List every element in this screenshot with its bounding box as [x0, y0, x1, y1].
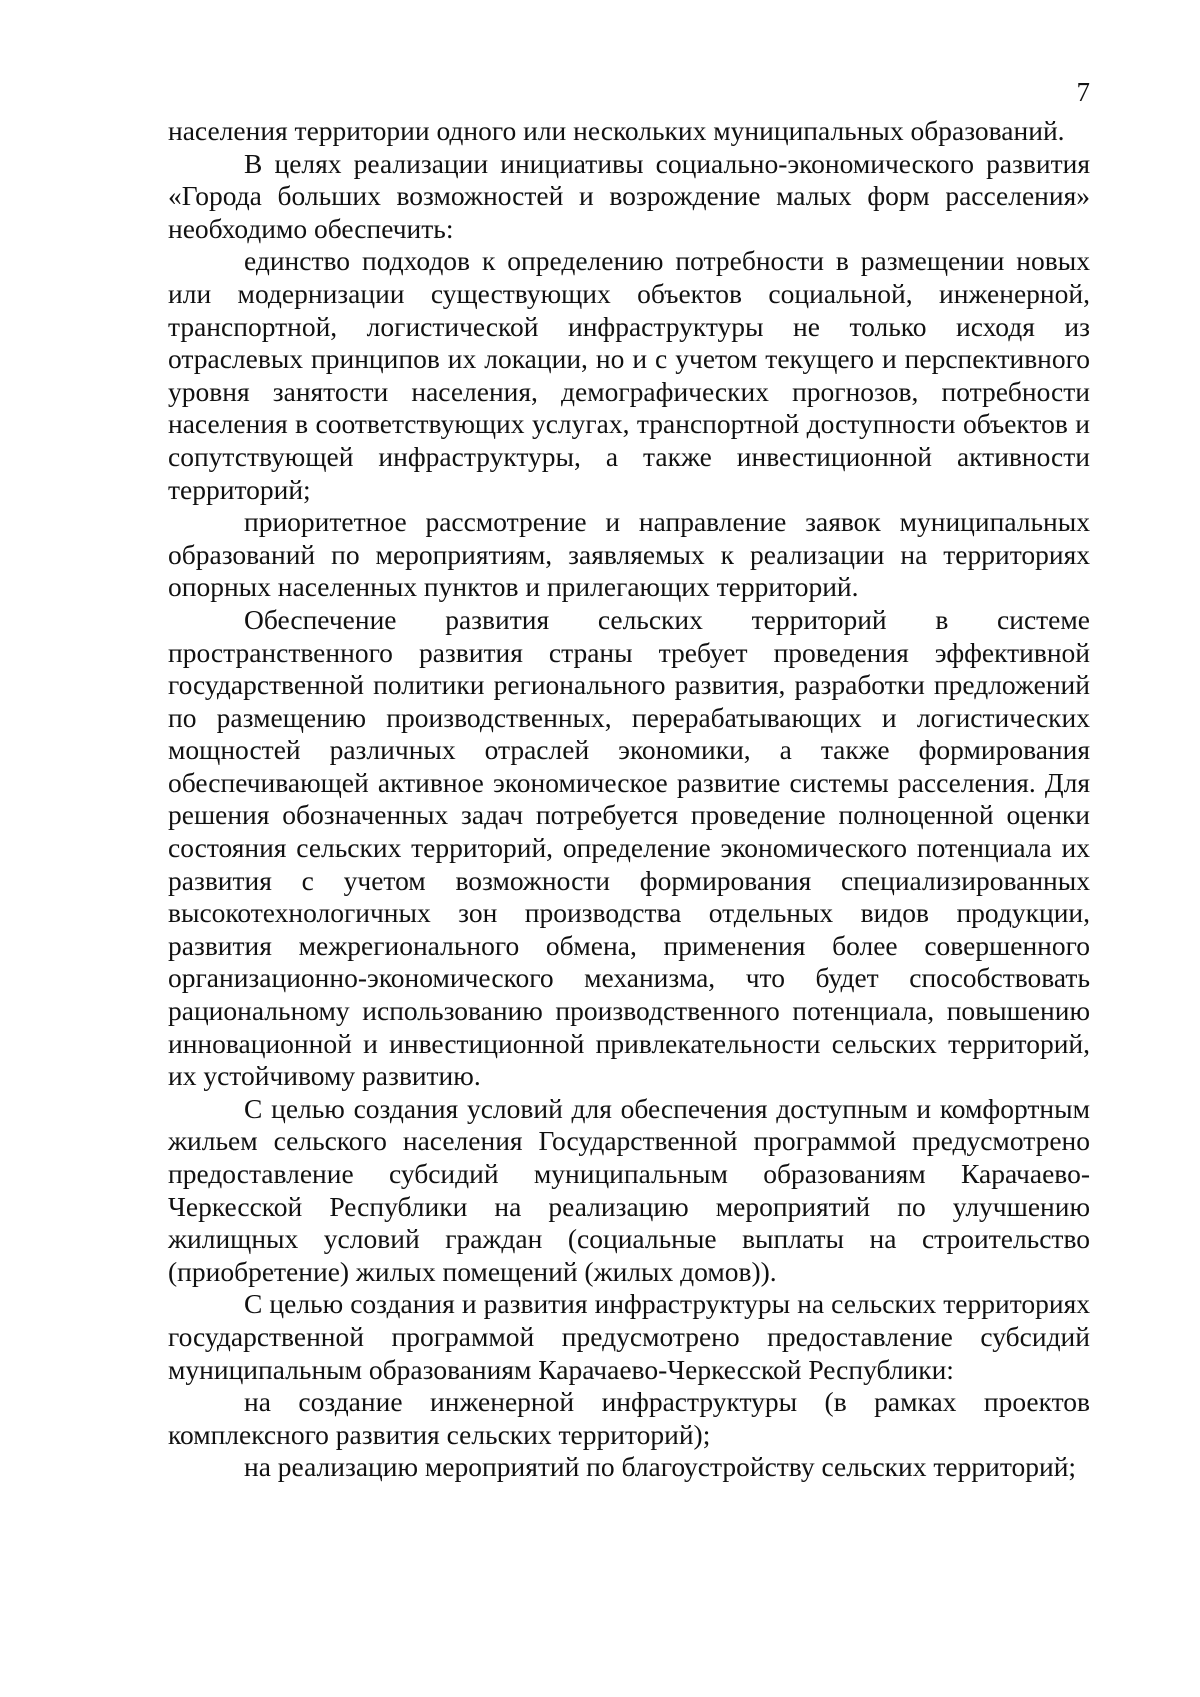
paragraph: С целью создания и развития инфраструктуры на сельских территориях государственной программой предусмотрено предоставление субсидий муниципальным образованиям Карачаево-Черкесской Республики: — [168, 1288, 1090, 1385]
paragraph: на реализацию мероприятий по благоустройству сельских территорий; — [244, 1451, 1077, 1483]
paragraph: населения территории одного или нескольких муниципальных образований. — [168, 115, 1065, 146]
paragraph: Обеспечение развития сельских территорий в системе пространственного развития страны требует проведения эффективной государственной политики регионального развития, разработки предложений по размещению производственных, перерабатывающих и логистических мощностей различных отраслей экономики, а также формирования обеспечивающей активное экономическое развитие системы расселения. Для решения обозначенных задач потребуется проведение полноценной оценки состояния сельских территорий, определение экономического потенциала их развития с учетом возможности формирования специализированных высокотехнологичных зон производства отдельных видов продукции, развития межрегионального обмена, применения более совершенного организационно-экономического механизма, что будет способствовать рациональному использованию производственного потенциала, повышению инновационной и инвестиционной привлекательности сельских территорий, их устойчивому развитию. — [168, 603, 1090, 1092]
paragraph: единство подходов к определению потребности в размещении новых или модернизации существующих объектов социальной, инженерной, транспортной, логистической инфраструктуры не только исходя из отраслевых принципов их локации, но и с учетом текущего и перспективного уровня занятости населения, демографических прогнозов, потребности населения в соответствующих услугах, транспортной доступности объектов и сопутствующей инфраструктуры, а также инвестиционной активности территорий; — [168, 245, 1090, 505]
body-text — [168, 115, 1090, 1484]
page-number: 7 — [1076, 77, 1090, 107]
paragraph: на создание инженерной инфраструктуры (в рамках проектов комплексного развития сельских территорий); — [168, 1386, 1090, 1450]
paragraph: С целью создания условий для обеспечения доступным и комфортным жильем сельского населения Государственной программой предусмотрено предоставление субсидий муниципальным образованиям Карачаево-Черкесской Республики на реализацию мероприятий по улучшению жилищных условий граждан (социальные выплаты на строительство (приобретение) жилых помещений (жилых домов)). — [168, 1092, 1090, 1287]
paragraph: приоритетное рассмотрение и направление заявок муниципальных образований по мероприятиям, заявляемых к реализации на территориях опорных населенных пунктов и прилегающих территорий. — [168, 506, 1090, 603]
paragraph: В целях реализации инициативы социально-экономического развития «Города больших возможностей и возрождение малых форм расселения» необходимо обеспечить: — [168, 147, 1090, 244]
